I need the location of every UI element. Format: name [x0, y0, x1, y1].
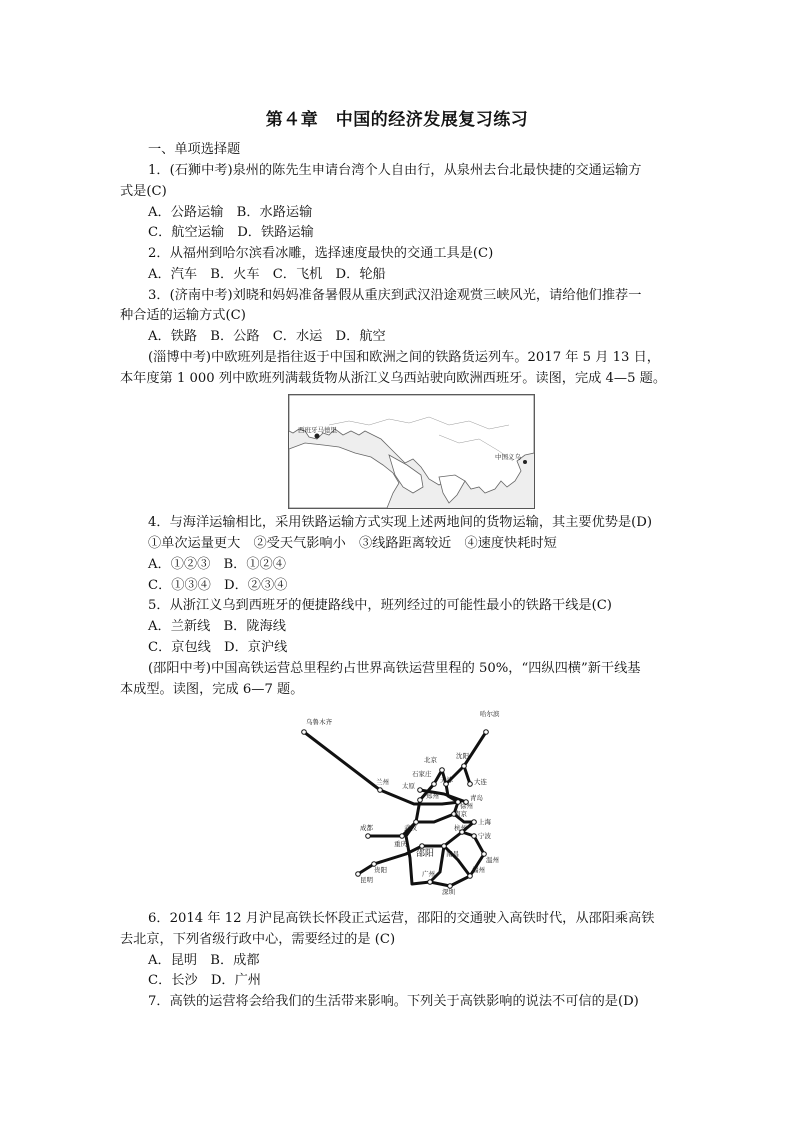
q1-stem-cont: 式是(C) [120, 184, 167, 199]
q2-stem: 2．从福州到哈尔滨看冰雕，选择速度最快的交通工具是(C) [148, 246, 494, 261]
q5-options-ab: A．兰新线 B．陇海线 [148, 619, 286, 634]
label-wenzhou: 温州 [486, 856, 499, 864]
spain-label: 西班牙马德里 [298, 426, 337, 434]
label-chongqing: 重庆 [394, 840, 407, 848]
label-kunming: 昆明 [360, 876, 373, 884]
q1-stem: 1．(石狮中考)泉州的陈先生申请台湾个人自由行，从泉州去台北最快捷的交通运输方 [148, 163, 642, 178]
passage-4-5-cont: 本年度第 1 000 列中欧班列满载货物从浙江义乌西站驶向欧洲西班牙。读图，完成 4—5 题。 [120, 371, 667, 386]
q4-options-cd: C．①③④ D．②③④ [148, 578, 288, 593]
q3-options: A．铁路 B．公路 C．水运 D．航空 [148, 329, 386, 344]
label-chengdu: 成都 [360, 824, 373, 832]
q2-options: A．汽车 B．火车 C．飞机 D．轮船 [148, 267, 386, 282]
q3-stem-cont: 种合适的运输方式(C) [120, 308, 246, 323]
label-tianjin: 天津 [440, 776, 453, 784]
q5-options-cd: C．京包线 D．京沪线 [148, 640, 288, 655]
label-harbin: 哈尔滨 [480, 710, 500, 718]
label-dalian: 大连 [474, 778, 487, 786]
label-lanzhou: 兰州 [376, 778, 389, 786]
eurasia-map-graphic [289, 395, 534, 508]
label-guangzhou: 广州 [422, 870, 435, 878]
label-taiyuan: 太原 [402, 782, 415, 790]
label-shenzhen: 深圳 [442, 888, 455, 896]
q7-stem: 7．高铁的运营将会给我们的生活带来影响。下列关于高铁影响的说法不可信的是(D) [148, 994, 639, 1009]
passage-6-7: (邵阳中考)中国高铁运营总里程约占世界高铁运营里程的 50%，“四纵四横”新干线基 [148, 661, 641, 676]
q1-options-ab: A．公路运输 B．水路运输 [148, 205, 313, 220]
section-heading: 一、单项选择题 [148, 142, 241, 157]
madrid-marker [315, 434, 320, 439]
label-ningbo: 宁波 [478, 832, 491, 840]
eurasia-map [288, 394, 535, 509]
label-shanghai: 上海 [478, 818, 491, 826]
label-hangzhou: 杭州 [454, 824, 467, 832]
q6-options-cd: C．长沙 D．广州 [148, 973, 261, 988]
label-urumqi: 乌鲁木齐 [306, 718, 332, 726]
label-nanchang: 南昌 [446, 850, 459, 858]
label-nanjing: 南京 [454, 810, 467, 818]
q4-stem: 4．与海洋运输相比，采用铁路运输方式实现上述两地间的货物运输，其主要优势是(D) [148, 515, 653, 530]
label-beijing: 北京 [424, 756, 437, 764]
q5-stem: 5．从浙江义乌到西班牙的便捷路线中，班列经过的可能性最小的铁路干线是(C) [148, 598, 612, 613]
label-xuzhou: 徐州 [460, 802, 473, 810]
label-zhengzhou: 郑州 [426, 792, 439, 800]
label-shenyang: 沈阳 [456, 752, 469, 760]
passage-4-5: (淄博中考)中欧班列是指往返于中国和欧洲之间的铁路货运列车。2017 年 5 月 13 日， [148, 350, 660, 365]
hsr-network-graphic [294, 704, 530, 896]
label-shaoyang: 邵阳 [416, 849, 435, 859]
q4-items: ①单次运量更大 ②受天气影响小 ③线路距离较近 ④速度快耗时短 [148, 536, 557, 551]
q6-options-ab: A．昆明 B．成都 [148, 953, 260, 968]
label-wuhan: 武汉 [404, 824, 417, 832]
label-fuzhou: 福州 [472, 866, 485, 874]
q6-stem-cont: 去北京，下列省级行政中心，需要经过的是 (C) [120, 932, 396, 947]
q3-stem: 3．(济南中考)刘晓和妈妈准备暑假从重庆到武汉沿途观赏三峡风光，请给他们推荐一 [148, 288, 642, 303]
label-shijiazhuang: 石家庄 [412, 770, 432, 778]
passage-6-7-cont: 本成型。读图，完成 6—7 题。 [120, 682, 304, 697]
yiwu-marker [523, 460, 527, 464]
yiwu-label: 中国义乌 [495, 453, 521, 461]
label-qingdao: 青岛 [470, 794, 483, 802]
q4-options-ab: A．①②③ B．①②④ [148, 557, 286, 572]
q1-options-cd: C．航空运输 D．铁路运输 [148, 225, 314, 240]
hsr-network-map [294, 704, 530, 896]
label-guiyang: 贵阳 [374, 866, 387, 874]
page-title: 第４章 中国的经济发展复习练习 [265, 110, 529, 130]
q6-stem: 6．2014 年 12 月沪昆高铁长怀段正式运营，邵阳的交通驶入高铁时代，从邵阳乘高铁 [148, 911, 655, 926]
